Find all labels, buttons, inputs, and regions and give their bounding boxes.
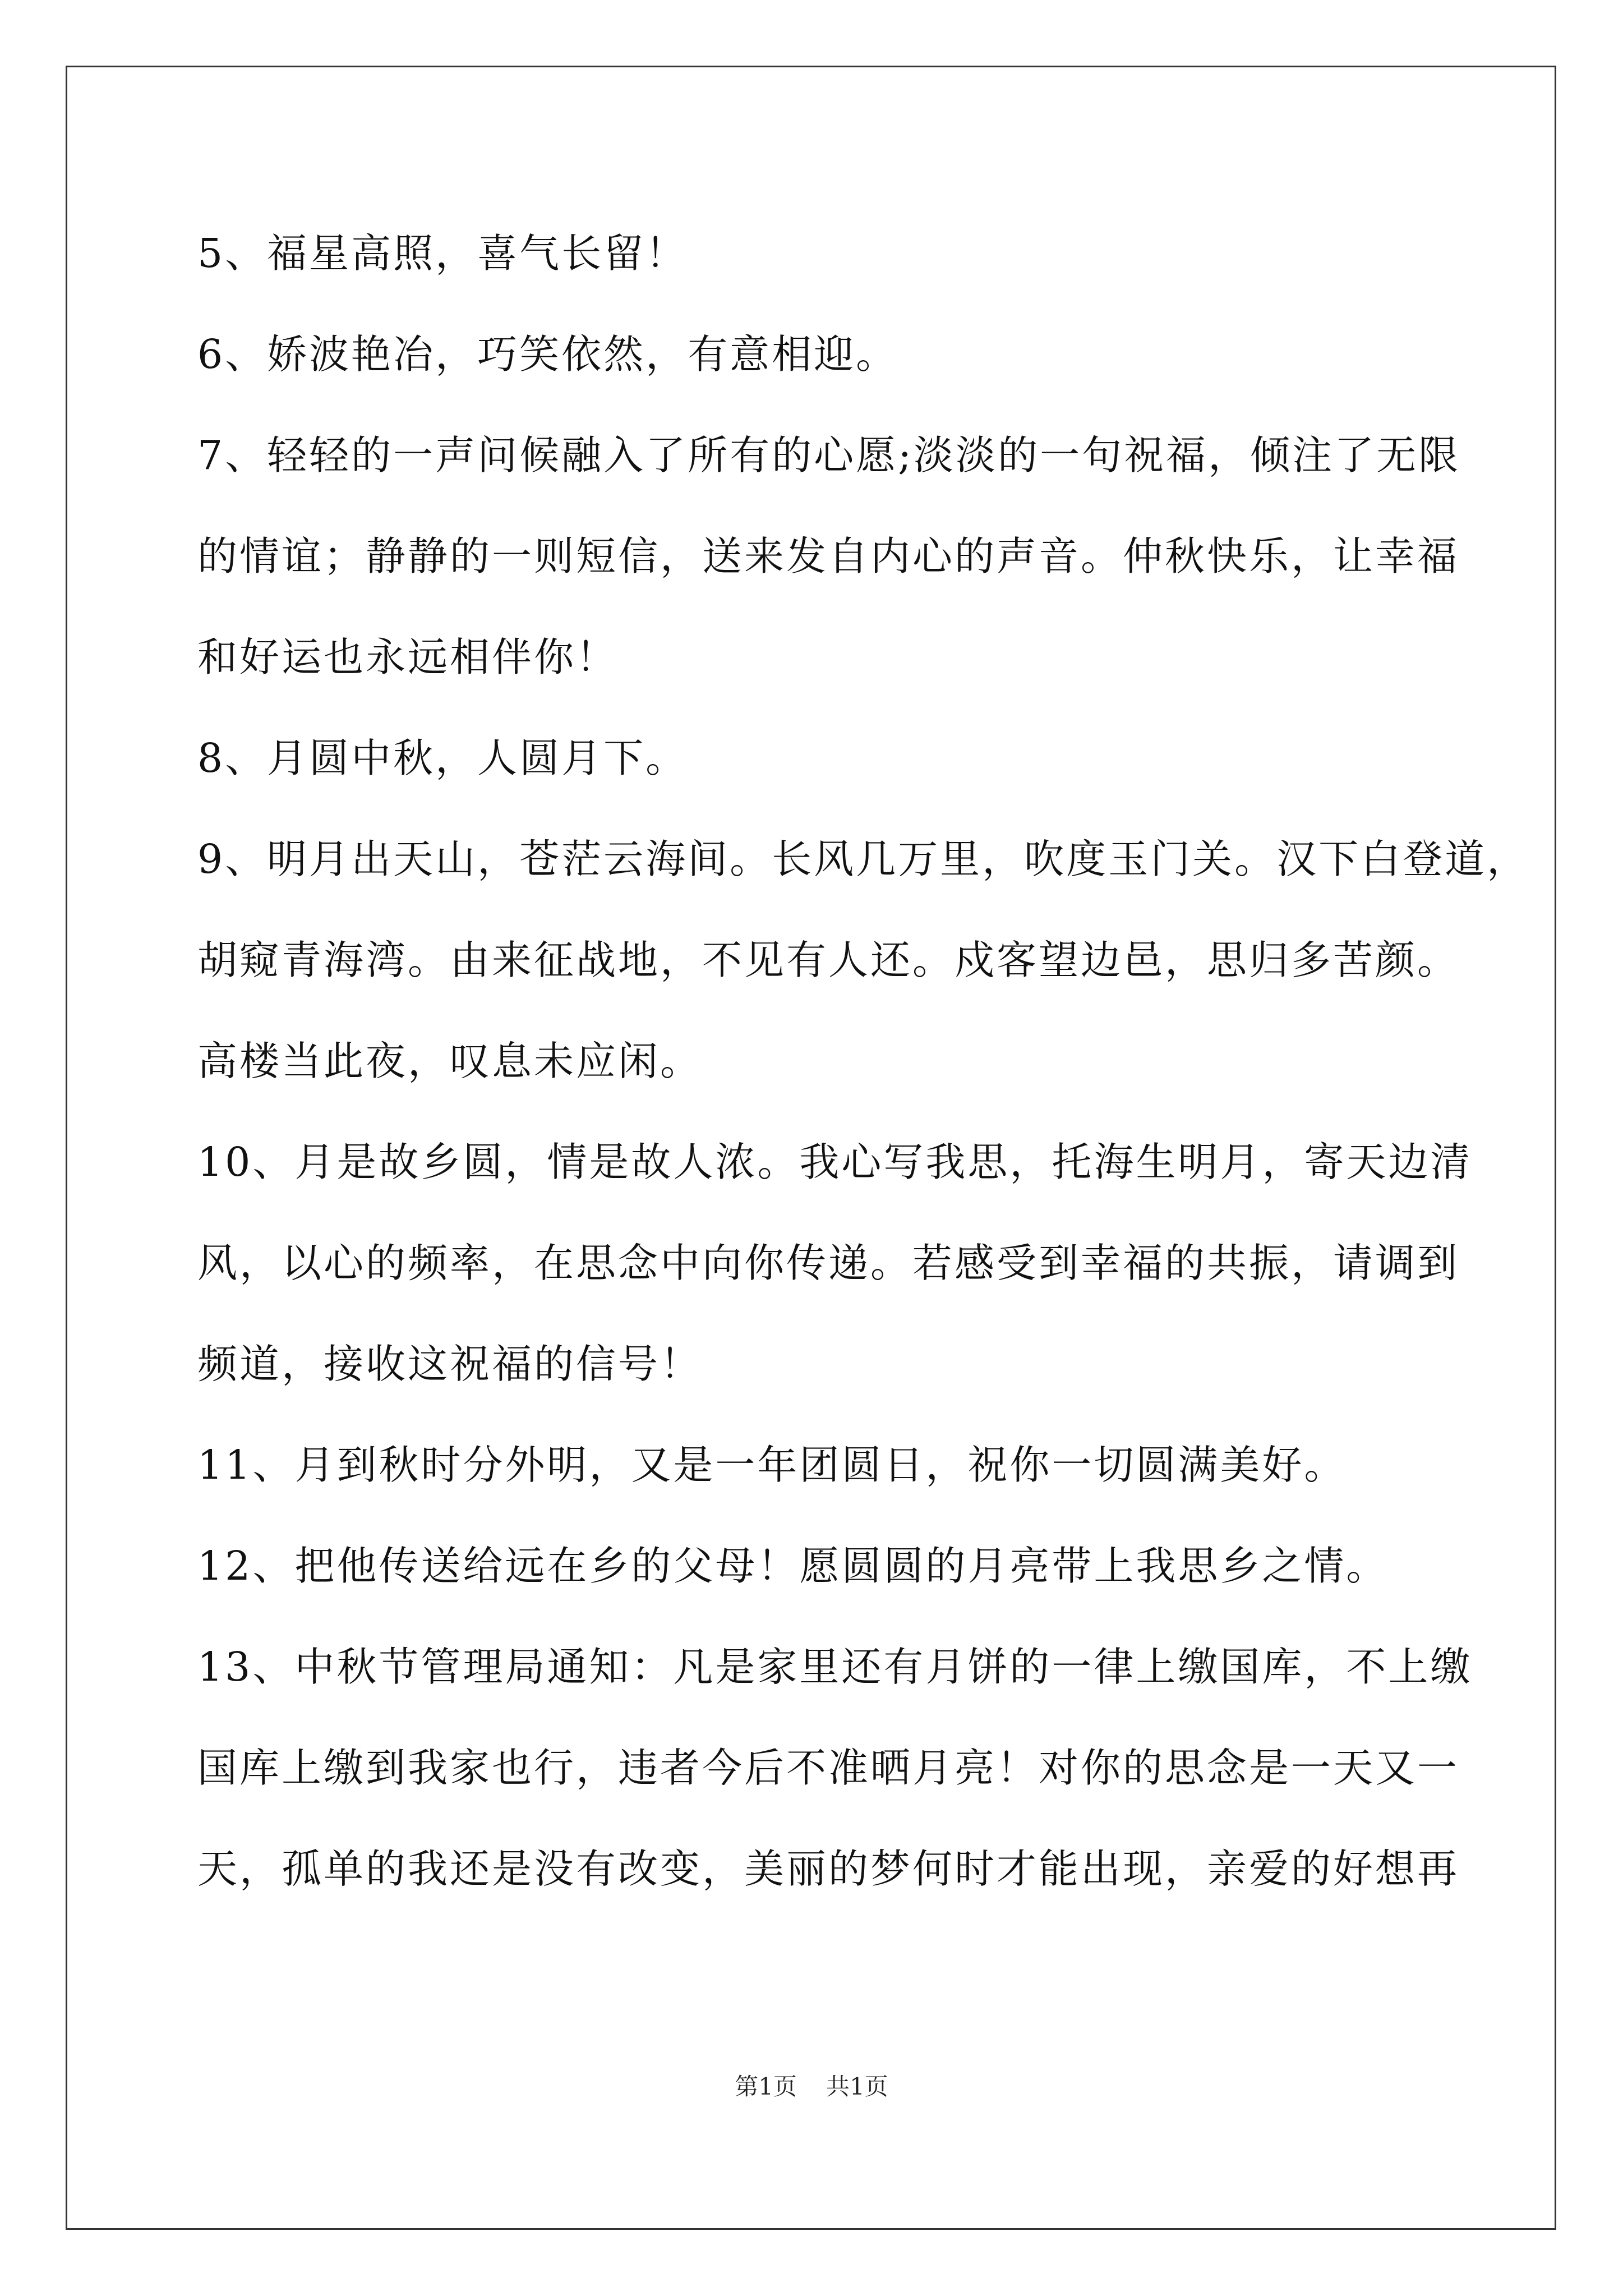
text-line: 频道，接收这祝福的信号！ <box>197 1341 703 1387</box>
text-line: 胡窥青海湾。由来征战地，不见有人还。戍客望边邑，思归多苦颜。 <box>197 937 1460 983</box>
text-line: 6、娇波艳冶，巧笑依然，有意相迎。 <box>197 331 898 378</box>
text-line: 8、月圆中秋，人圆月下。 <box>197 735 688 781</box>
text-line: 和好运也永远相伴你！ <box>197 634 619 680</box>
text-line: 风，以心的频率，在思念中向你传递。若感受到幸福的共振，请调到 <box>197 1240 1460 1286</box>
text-line: 13、中秋节管理局通知：凡是家里还有月饼的一律上缴国库，不上缴 <box>197 1644 1473 1690</box>
document-body <box>197 219 1529 1935</box>
text-line: 国库上缴到我家也行，违者今后不准晒月亮！对你的思念是一天又一 <box>197 1745 1460 1791</box>
text-line: 9、明月出天山，苍茫云海间。长风几万里，吹度玉门关。汉下白登道， <box>197 836 1529 882</box>
text-line: 的情谊；静静的一则短信，送来发自内心的声音。仲秋快乐，让幸福 <box>197 533 1460 579</box>
text-line: 11、月到秋时分外明，又是一年团圆日，祝你一切圆满美好。 <box>197 1442 1347 1488</box>
page-total: 共1页 <box>826 2073 888 2100</box>
text-line: 天，孤单的我还是没有改变，美丽的梦何时才能出现，亲爱的好想再 <box>197 1846 1460 1892</box>
text-line: 12、把他传送给远在乡的父母！愿圆圆的月亮带上我思乡之情。 <box>197 1543 1389 1589</box>
text-line: 7、轻轻的一声问候融入了所有的心愿;淡淡的一句祝福，倾注了无限 <box>197 432 1461 478</box>
text-line: 高楼当此夜，叹息未应闲。 <box>197 1038 703 1084</box>
page-footer <box>0 2070 1623 2104</box>
text-line: 10、月是故乡圆，情是故人浓。我心写我思，托海生明月，寄天边清 <box>197 1139 1473 1185</box>
page-number: 第1页 <box>735 2073 797 2100</box>
text-line: 5、福星高照，喜气长留！ <box>197 230 688 277</box>
